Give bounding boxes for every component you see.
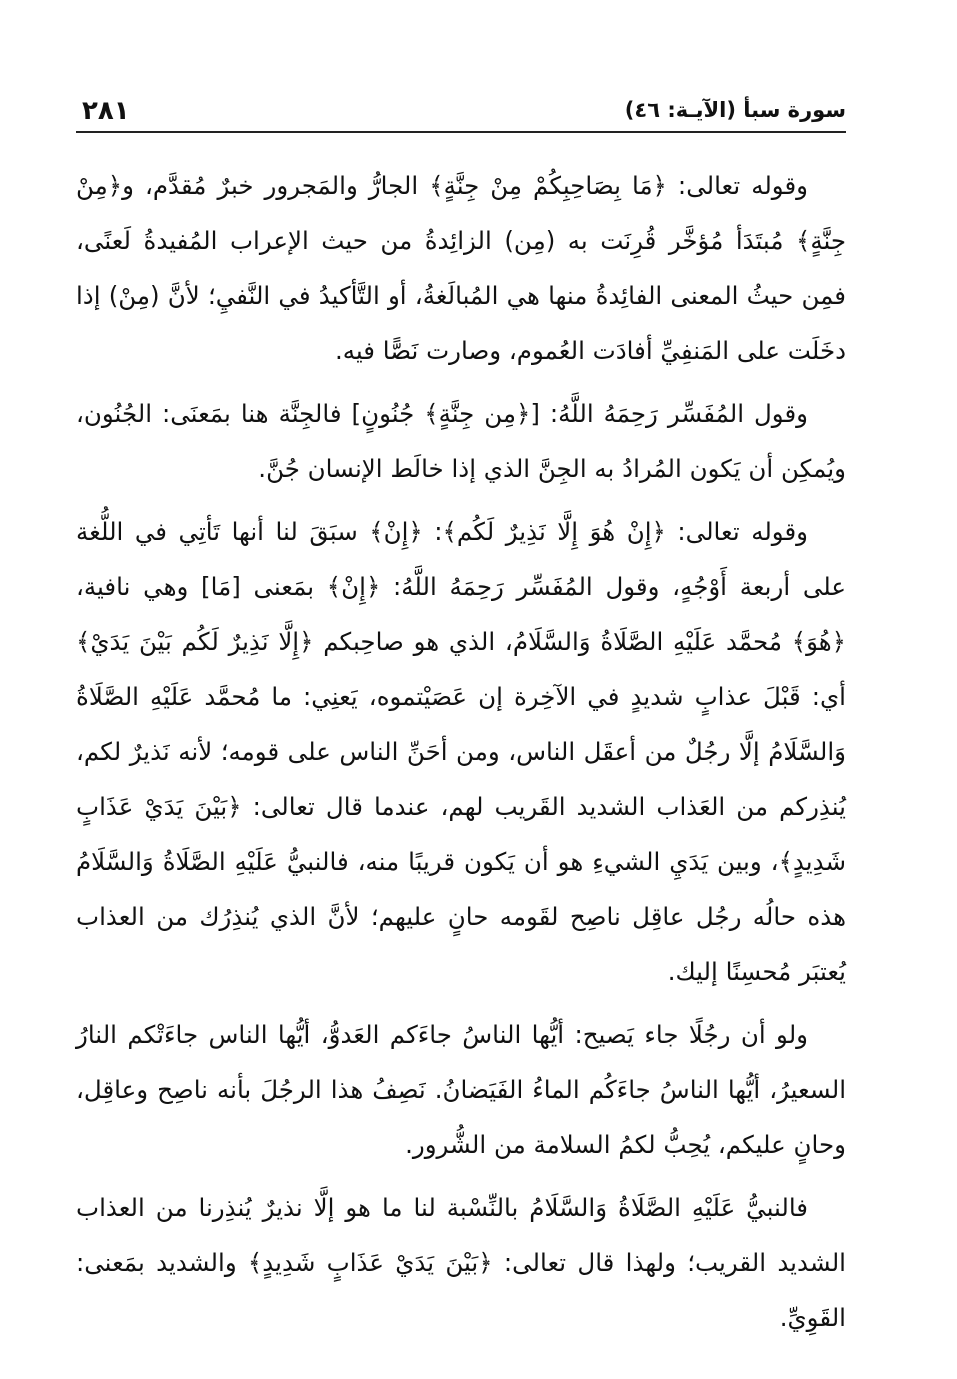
running-title: سورة سبأ (الآيـة: ٤٦) xyxy=(624,98,846,122)
page-number: ٢٨١ xyxy=(82,96,130,126)
header-divider xyxy=(76,131,846,133)
page-header xyxy=(76,92,846,136)
page-body xyxy=(76,158,846,1345)
paragraph-3: وقوله تعالى: ﴿إِنْ هُوَ إِلَّا نَذِيرٌ لَكُم﴾: ﴿إِنْ﴾ سبَقَ لنا أنها تَأتِي في اللُّغة على أربعة أَوْجُهٍ، وقول المُفَسِّر رَحِمَهُ اللَّهُ: ﴿إِنْ﴾ بمَعنى [مَا] وهي نافية، ﴿هُوَ﴾ مُحمَّد عَلَيْهِ الصَّلَاةُ وَالسَّلَامُ، الذي هو صاحِبكم ﴿إِلَّا نَذِيرٌ لَكُم بَيْنَ يَدَيْ﴾ أي: قَبْلَ عذابٍ شديدٍ في الآخِرة إن عَصَيْتموه، يَعنِي: ما مُحمَّد عَلَيْهِ الصَّلَاةُ وَالسَّلَامُ إلَّا رجُلٌ من أعقَل الناس، ومن أحَنِّ الناس على قومه؛ لأنه نَذيرٌ لكم، يُنذِركم من العَذاب الشديد القَريب لهم، عندما قال تعالى: ﴿بَيْنَ يَدَيْ عَذَابٍ شَدِيدٍ﴾، وبين يَدَيِ الشيءِ هو أن يَكون قريبًا منه، فالنبيُّ عَلَيْهِ الصَّلَاةُ وَالسَّلَامُ هذه حالُه رجُل عاقِل ناصِح لقَومه حانٍ عليهم؛ لأنَّ الذي يُنذِرُك من العذاب يُعتبَر مُحسِنًا إليك. xyxy=(76,517,846,986)
paragraph-1: وقوله تعالى: ﴿مَا بِصَاحِبِكُمْ مِنْ جِنَّةٍ﴾ الجارُّ والمَجرور خبرٌ مُقدَّم، و﴿مِنْ جِنَّةٍ﴾ مُبتَدَأ مُؤخَّر قُرِنَت به (مِن) الزائِدةُ من حيث الإعراب المُفيدةُ لَعنًى، فمِن حيثُ المعنى الفائِدةُ منها هي المُبالَغةُ، أو التَّأكيدُ في النَّفيِ؛ لأنَّ (مِنْ) إذا دخَلَت على المَنفِيِّ أفادَت العُموم، وصارت نَصًّا فيه. xyxy=(76,171,846,365)
paragraph-2: وقول المُفَسِّر رَحِمَهُ اللَّهُ: [﴿مِن جِنَّةٍ﴾ جُنُونٍ] فالجِنَّة هنا بمَعنَى: الجُنُون، ويُمكِن أن يَكون المُرادُ به الجِنَّ الذي إذا خالَط الإنسان جُنَّ. xyxy=(76,399,846,483)
paragraph-4: ولو أن رجُلًا جاء يَصيح: أيُّها الناسُ جاءَكم العَدوُّ، أيُّها الناس جاءَتْكم النارُ السعيرُ، أيُّها الناسُ جاءَكُم الماءُ الفَيَضانُ. نَصِفُ هذا الرجُلَ بأنه ناصِح وعاقِل، وحانٍ عليكم، يُحِبُّ لكمُ السلامة من الشُّرور. xyxy=(76,1020,846,1159)
paragraph-5: فالنبيُّ عَلَيْهِ الصَّلَاةُ وَالسَّلَامُ بالنِّسْبة لنا ما هو إلَّا نذيرٌ يُنذِرنا من العذاب الشديد القريب؛ ولهذا قال تعالى: ﴿بَيْنَ يَدَيْ عَذَابٍ شَدِيدٍ﴾ والشديد بمَعنى: القَوِيِّ. xyxy=(76,1193,846,1332)
book-page xyxy=(76,92,846,1353)
